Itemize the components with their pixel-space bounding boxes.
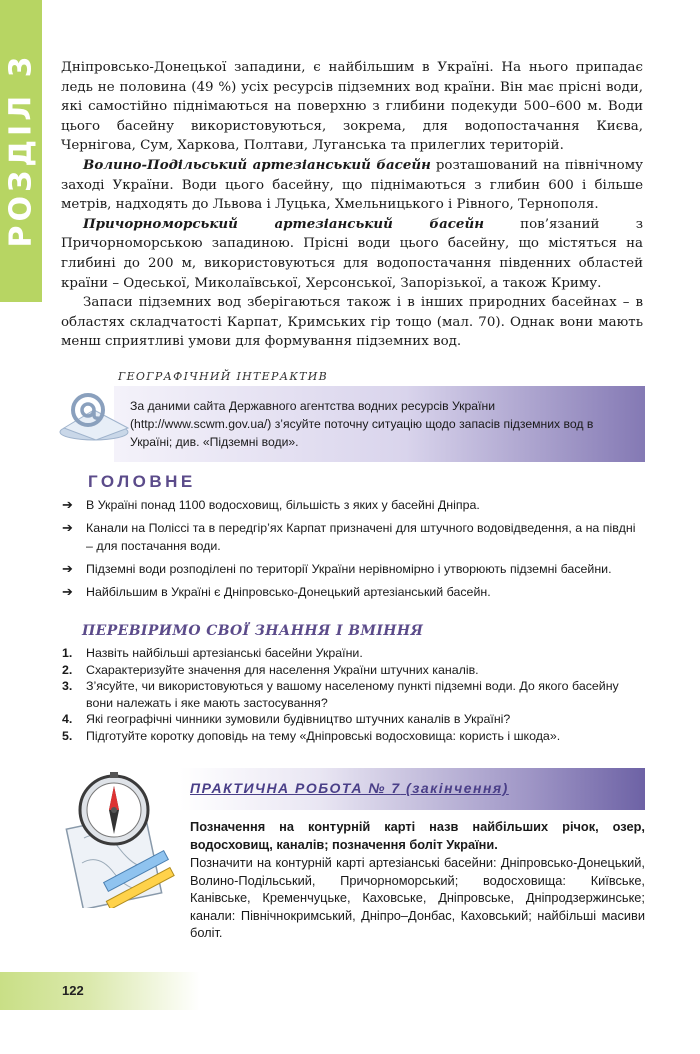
paragraph-text: пов’язаний з Причорноморською западиною. Прісні води цього басейну, що містяться на глибині до 200 м, використовуються для водопостачання південних областей країни – Одеської, Миколаївської, Херсонської, Запорізької, а також Криму. <box>61 216 643 291</box>
practical-work-title <box>190 780 509 796</box>
paragraph-volyn-podillia <box>61 156 643 215</box>
question-item <box>62 728 644 745</box>
paragraph-text: розташований на північному заході України. Води цього басейну, що піднімаються з глибин 600 і більше метрів, надходять до Львова і Луцька, Хмельницького і Рівного, Тернополя. <box>61 157 643 213</box>
question-text: Які географічні чинники зумовили будівництво штучних каналів в Україні? <box>86 712 511 727</box>
question-text: Назвіть найбільші артезіанські басейни України. <box>86 646 363 660</box>
term-volyn-podillia: Волино-Подільський артезіанський басейн <box>83 156 431 173</box>
compass-map-icon <box>64 768 179 908</box>
paragraph-black-sea <box>61 215 643 293</box>
question-item <box>62 711 644 728</box>
list-item <box>62 496 644 514</box>
check-heading: ПЕРЕВІРИМО СВОЇ ЗНАННЯ І ВМІННЯ <box>82 623 424 639</box>
arrow-right-icon: ➔ <box>62 561 73 576</box>
question-item <box>62 645 644 662</box>
arrow-right-icon: ➔ <box>62 520 73 535</box>
page-number: 122 <box>62 983 84 998</box>
chapter-label: РОЗДІЛ 3 <box>3 52 39 248</box>
summary-list <box>62 496 644 606</box>
arrow-right-icon: ➔ <box>62 584 73 599</box>
paragraph-dnipro-donetsk <box>61 58 643 156</box>
paragraph-text: Дніпровсько-Донецької западини, є найбільшим в Україні. На нього припадає ледь не половина (49 %) усіх ресурсів підземних вод країни. Він має прісні води, які самостійно піднімаються на поверхню з глибини подекуди 500–600 м. Води цього басейну використовуються, зокрема, для водопостачання Києва, Чернігова, Сум, Харкова, Полтави, Луганська та прилеглих територій. <box>61 60 643 154</box>
question-item <box>62 678 644 711</box>
arrow-right-icon: ➔ <box>62 497 73 512</box>
question-item <box>62 662 644 679</box>
practical-task-text: Позначити на контурній карті артезіанські басейни: Дніпровсько-Донецький, Волино-Подільський, Причорноморський; водосховища: Київське, Канівське, Кременчуцьке, Каховське, Дніпровське, Дніпродзержинське; канали: Північнокримський, Дніпро–Донбас, Каховський; найбільші масиви боліт. <box>190 855 645 941</box>
questions-list <box>62 645 644 745</box>
list-item <box>62 519 644 555</box>
list-item-text: Канали на Поліссі та в передгір’ях Карпат призначені для штучного водовідведення, а на півдні – для постачання води. <box>86 521 636 553</box>
interactive-heading: ГЕОГРАФІЧНИЙ ІНТЕРАКТИВ <box>118 370 329 383</box>
page-number-band <box>0 972 200 1010</box>
practical-subtitle: (закінчення) <box>406 780 509 796</box>
question-number: 1. <box>62 646 73 660</box>
question-text: Підготуйте коротку доповідь на тему «Дніпровські водосховища: користь і шкода». <box>86 728 561 743</box>
paragraph-other-basins <box>61 293 643 352</box>
term-black-sea: Причорноморський артезіанський басейн <box>83 215 484 232</box>
main-body-text <box>61 58 643 352</box>
list-item-text: В Україні понад 1100 водосховищ, більшість з яких у басейні Дніпра. <box>86 498 480 512</box>
summary-heading: ГОЛОВНЕ <box>88 472 196 491</box>
question-number: 2. <box>62 662 73 677</box>
question-number: 4. <box>62 712 73 727</box>
interactive-text: За даними сайта Державного агентства водних ресурсів України (http://www.scwm.gov.ua/) з’ясуйте поточну ситуацію щодо запасів підземних вод в Україні; див. «Підземні води». <box>130 399 594 449</box>
list-item <box>62 583 644 601</box>
paragraph-text: Запаси підземних вод зберігаються також і в інших природних басейнах – в областях складчатості Карпат, Кримських гір тощо (мал. 70). Однак вони мають менш сприятливі умови для формування підземних вод. <box>61 295 643 350</box>
list-item <box>62 560 644 578</box>
question-number: 3. <box>62 679 73 694</box>
at-sign-icon <box>56 388 134 444</box>
practical-title-text: ПРАКТИЧНА РОБОТА № 7 <box>190 780 401 796</box>
question-number: 5. <box>62 728 73 743</box>
list-item-text: Найбільшим в Україні є Дніпровсько-Донецький артезіанський басейн. <box>86 585 491 599</box>
practical-task-title: Позначення на контурній карті назв найбільших річок, озер, водосховищ, каналів; позначення боліт України. <box>190 819 645 852</box>
question-text: Схарактеризуйте значення для населення України штучних каналів. <box>86 662 479 677</box>
question-text: З’ясуйте, чи використовуються у вашому населеному пункті підземні води. До якого басейну вони належать і яке мають застосування? <box>86 679 619 710</box>
list-item-text: Підземні води розподілені по території України нерівномірно і утворюють підземні басейни. <box>86 562 612 576</box>
chapter-side-tab <box>0 0 42 302</box>
